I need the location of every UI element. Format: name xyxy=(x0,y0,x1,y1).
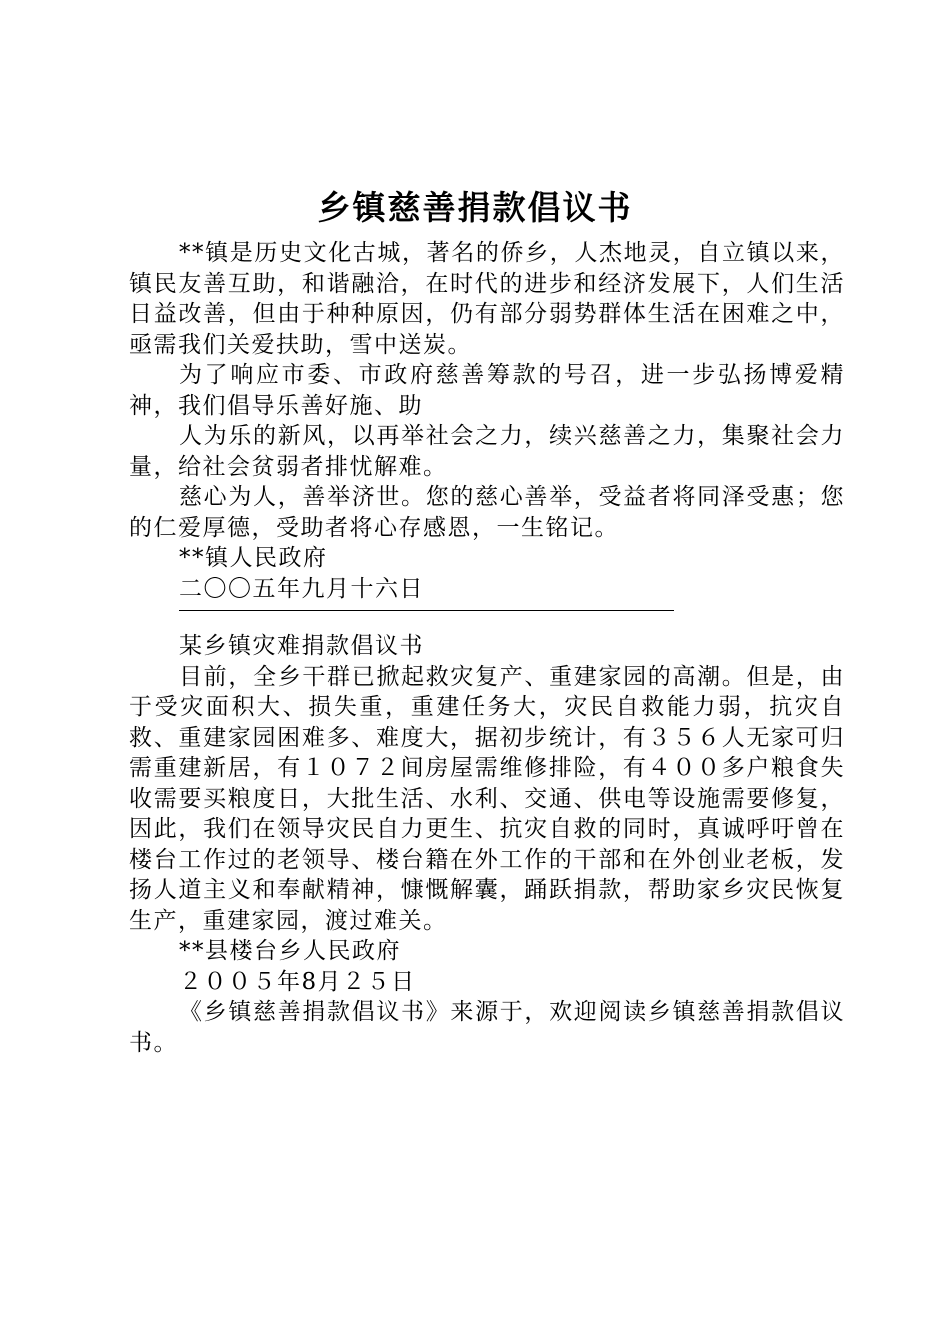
document-title: 乡镇慈善捐款倡议书 xyxy=(317,188,633,227)
paragraph-call-response: 为了响应市委、市政府慈善筹款的号召，进一步弘扬博爱精神，我们倡导乐善好施、助 xyxy=(129,362,845,419)
footer-source-note: 《乡镇慈善捐款倡议书》来源于，欢迎阅读乡镇慈善捐款倡议书。 xyxy=(129,999,845,1056)
signature-town-government: **镇人民政府 xyxy=(179,545,328,571)
paragraph-kindness: 慈心为人，善举济世。您的慈心善举，受益者将同泽受惠；您的仁爱厚德，受助者将心存感恩，一生铭记。 xyxy=(129,484,845,541)
section-divider xyxy=(179,610,674,611)
date-line-1: 二〇〇五年九月十六日 xyxy=(179,575,424,602)
paragraph-town-intro: **镇是历史文化古城，著名的侨乡，人杰地灵，自立镇以来，镇民友善互助，和谐融洽，在时代的进步和经济发展下，人们生活日益改善，但由于种种原因，仍有部分弱势群体生活在困难之中，亟需我们关爱扶助，雪中送炭。 xyxy=(129,240,845,358)
paragraph-disaster-appeal: 目前，全乡干群已掀起救灾复产、重建家园的高潮。但是，由于受灾面积大、损失重，重建任务大，灾民自救能力弱，抗灾自救、重建家园困难多、难度大，据初步统计，有３５６人无家可归需重建新居，有１０７２间房屋需维修排险，有４００多户粮食失收需要买粮度日，大批生活、水利、交通、供电等设施需要修复，因此，我们在领导灾民自力更生、抗灾自救的同时，真诚呼吁曾在楼台工作过的老领导、楼台籍在外工作的干部和在外创业老板，发扬人道主义和奉献精神，慷慨解囊，踊跃捐款，帮助家乡灾民恢复生产，重建家园，渡过难关。 xyxy=(129,663,845,934)
date-line-2: ２００５年8月２５日 xyxy=(179,968,416,995)
document-body xyxy=(129,238,845,1058)
paragraph-new-trend: 人为乐的新风，以再举社会之力，续兴慈善之力，集聚社会力量，给社会贫弱者排忧解难。 xyxy=(129,423,845,480)
signature-township-government: **县楼台乡人民政府 xyxy=(179,938,401,964)
section-heading-disaster: 某乡镇灾难捐款倡议书 xyxy=(179,633,424,659)
section-spacer xyxy=(129,617,845,631)
